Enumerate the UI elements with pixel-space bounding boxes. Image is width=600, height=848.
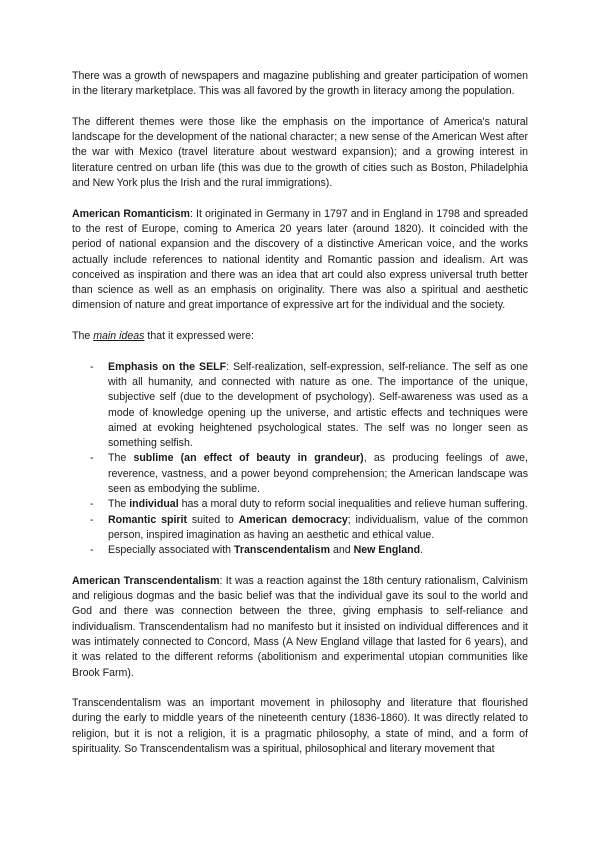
heading-american-romanticism: American Romanticism — [72, 207, 190, 220]
paragraph-themes: The different themes were those like the emphasis on the importance of America's natural landscape for the development of the national character; a new sense of the American West after the war with Mexico (travel literature about westward expansion); and a growing interest in literature centred on urban life (this was due to the growth of cities such as Boston, Philadelphia and New York plus the Irish and the rural immigrations). — [72, 115, 528, 190]
paragraph-newspapers: There was a growth of newspapers and magazine publishing and greater participation of women in the literary marketplace. This was all favored by the growth in literacy among the population. — [72, 70, 528, 98]
idea-associated-mid: and — [330, 544, 354, 557]
idea-individual-title: individual — [129, 498, 179, 511]
romanticism-body: : It originated in Germany in 1797 and in England in 1798 and spreaded to the rest of Europe, coming to America 20 years later (around 1820). It coincided with the period of national expansion and the discovery of a distinctive American voice, and the works actually include references to national identity and Romantic passion and idealism. Art was conceived as inspiration and there was an idea that art could also express universal truth better than science as well as an emphasis on originality. There was also a spiritual and aesthetic dimension of nature and great importance of expressive art for the individual and the society. — [72, 207, 528, 312]
idea-associated-pre: Especially associated with — [108, 544, 235, 557]
paragraph-transcendentalism-movement: Transcendentalism was an important movement in philosophy and literature that flourished during the early to middle years of the nineteenth century (1836-1860). It was directly related to religion, but it is not a religion, it is a pragmatic philosophy, a state of mind, and a form of spirituality. So Transcendentalism was a spiritual, philosophical and literary movement that — [72, 697, 528, 756]
ideas-intro-post: that it expressed were: — [144, 330, 254, 343]
heading-american-transcendentalism: American Transcendentalism — [72, 574, 220, 587]
idea-sublime-title: sublime (an effect of beauty in grandeur) — [133, 452, 364, 465]
paragraph-romanticism — [72, 207, 528, 314]
idea-romantic-spirit-text: ; individualism, value of the common person, inspired imagination as having an aesthetic and ethical value. — [108, 513, 528, 541]
list-item-individual — [72, 497, 528, 512]
idea-american-democracy: American democracy — [238, 513, 348, 526]
idea-individual-text: has a moral duty to reform social inequalities and relieve human suffering. — [178, 498, 528, 511]
paragraph-transcendentalism — [72, 574, 528, 681]
idea-transcendentalism: Transcendentalism — [234, 544, 330, 557]
list-item-associated — [72, 543, 528, 558]
idea-associated-post: . — [420, 544, 424, 557]
list-item-romantic-spirit — [72, 513, 528, 544]
transcendentalism-body: : It was a reaction against the 18th century rationalism, Calvinism and religious dogmas and the basic belief was that the individual gave its soul to the world and God and there was connection between the three, giving emphasis to self-reliance and individualism. Transcendentalism had no manifesto but it insisted on individual differences and it was intimately connected to Concord, Mass (A New England village that lasted for 6 years), and it was related to the different reforms (abolitionism and experimental utopian communities like Brook Farm). — [72, 574, 528, 679]
idea-individual-pre: The — [108, 498, 130, 511]
main-ideas-emphasis: main ideas — [93, 330, 145, 343]
main-ideas-list — [72, 360, 528, 559]
list-item-self — [72, 360, 528, 452]
idea-romantic-spirit-mid: suited to — [187, 513, 239, 526]
idea-self-text: : Self-realization, self-expression, self-reliance. The self as one with all humanity, and connected with nature as one. The importance of the unique, subjective self (due to the development of psychology). Self-awareness was used as a mode of knowledge opening up the universe, and artistic effects and techniques were aimed at evoking heightened psychological states. The self was no longer seen as something selfish. — [108, 360, 528, 450]
list-item-sublime — [72, 451, 528, 497]
paragraph-main-ideas-intro — [72, 329, 528, 344]
idea-sublime-pre: The — [108, 452, 134, 465]
idea-sublime-text: , as producing feelings of awe, reverence, vastness, and a power beyond comprehension; the American landscape was seen as embodying the sublime. — [108, 452, 528, 496]
idea-romantic-spirit-title: Romantic spirit — [108, 513, 188, 526]
idea-self-title: Emphasis on the SELF — [108, 360, 227, 373]
idea-new-england: New England — [353, 544, 421, 557]
ideas-intro-pre: The — [72, 330, 94, 343]
